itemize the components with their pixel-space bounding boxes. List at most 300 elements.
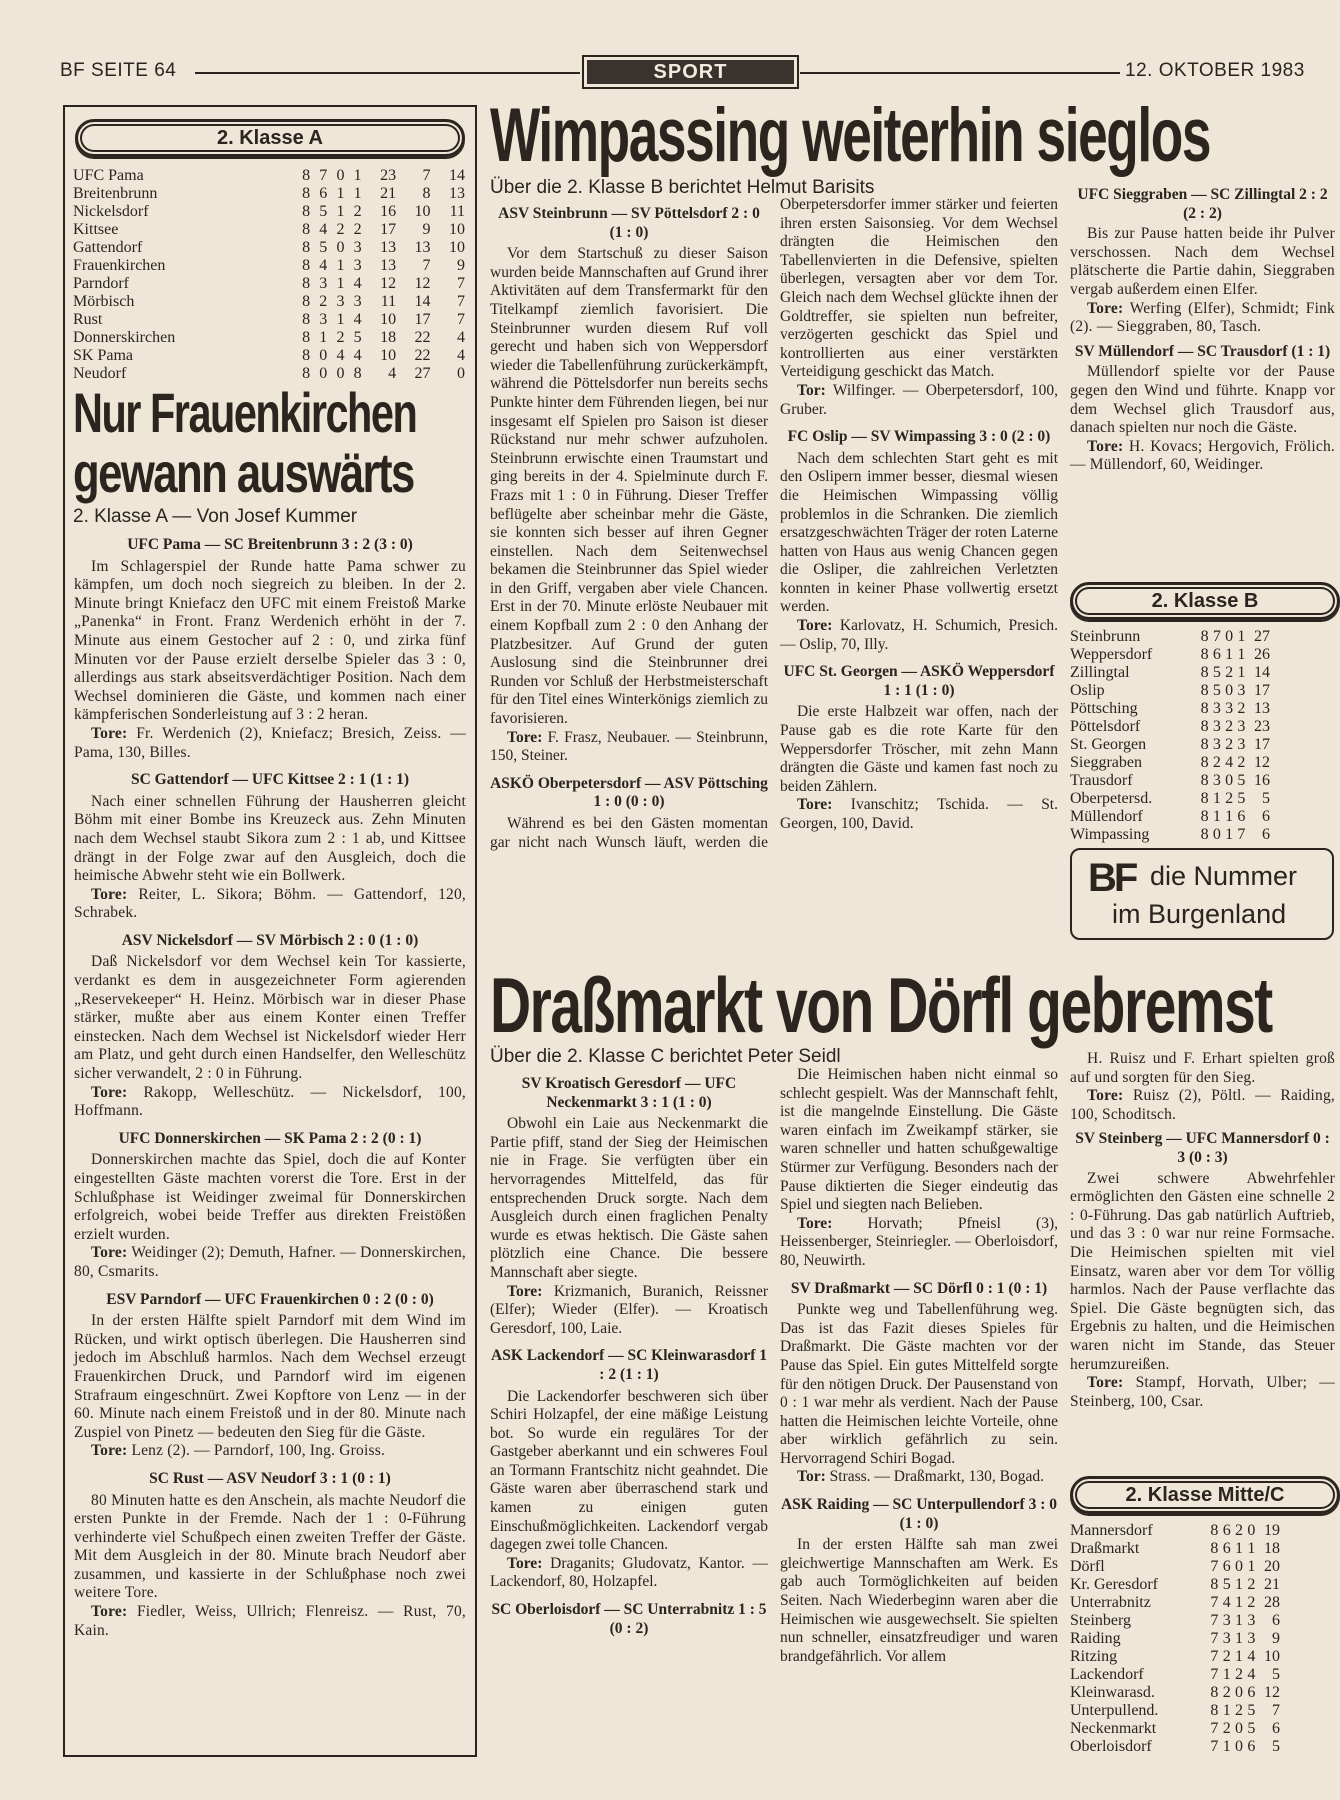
article-body: Während es bei den Gästen momentan gar nicht nach Wunsch läuft, werden die Oberpetersdorfer immer stärker und feierten ihren ersten Saisonsieg. Vor dem Wechsel drängten die Heimischen den Tabellenvierten in die Defensive, spielten überlegen, versagten aber vor dem Tor. Gleich nach dem Wechsel glückte ihnen der Goldtreffer, sie spielten nun befreiter, verzögerten geschickt das Spiel und kontrollierten aus einer verstärkten Verteidigung geschickt das Match. [490, 196, 1058, 851]
stat-cell: 5 [1247, 1720, 1256, 1737]
stat-cell: 1 [1235, 1630, 1244, 1647]
scorers-text: Werfing (Elfer), Schmidt; Fink (2). — Sieggraben, 80, Tasch. [1070, 299, 1335, 336]
article-body: H. Ruisz und F. Erhart spielten groß auf und sorgten für den Sieg. [1070, 1050, 1335, 1086]
stat-cell: 5 [1212, 682, 1221, 699]
match-heading: SV Draßmarkt — SC Dörfl 0 : 1 (0 : 1) [790, 1279, 1048, 1297]
stat-cell: 5 [1212, 664, 1221, 681]
stat-cell: 1 [1237, 628, 1246, 645]
stat-cell: 5 [1272, 1738, 1280, 1755]
main-headline: Wimpassing weiterhin sieglos [490, 93, 1211, 178]
stat-cell: 6 [1262, 826, 1270, 843]
stat-cell: 17 [414, 311, 431, 328]
stat-cell: 7 [319, 167, 328, 184]
scorers-label: Tor: [797, 381, 826, 399]
stat-cell: 28 [1264, 1594, 1280, 1611]
table-row [1070, 1666, 1280, 1684]
stat-cell: 3 [353, 239, 362, 256]
stat-cell: 1 [1235, 1612, 1244, 1629]
match-heading: ESV Parndorf — UFC Frauenkirchen 0 : 2 (0 : 0) [106, 1290, 434, 1308]
table-row [1070, 1702, 1280, 1720]
stat-cell: 3 [1247, 1630, 1256, 1647]
stat-cell: 17 [380, 221, 397, 238]
stat-cell: 1 [336, 275, 345, 292]
article [1070, 186, 1335, 337]
stat-cell: 23 [380, 167, 397, 184]
table-row [1070, 1630, 1280, 1648]
standings-table-b [1070, 628, 1270, 844]
scorers-text: Weidinger (2); Demuth, Hafner. — Donnerskirchen, 80, Csmarits. [74, 1244, 466, 1280]
stat-cell: 0 [1225, 682, 1234, 699]
stat-cell: 7 [422, 257, 431, 274]
stat-cell: 1 [1222, 1666, 1231, 1683]
stat-cell: 1 [1235, 1576, 1244, 1593]
stat-cell: 2 [1225, 718, 1234, 735]
stat-cell: 4 [457, 329, 465, 346]
article-body: Donnerskirchen machte das Spiel, doch die auf Konter eingestellten Gäste machten vorerst die Tore. Erst in der Schlußphase ist Weidinger zweimal für Donnerskirchen erfolgreich, wobei beide Treffer aus direkten Freistößen erzielt wurden. [74, 1151, 466, 1243]
match-heading: SV Steinberg — UFC Mannersdorf 0 : 3 (0 : 3) [1075, 1130, 1330, 1166]
stat-cell: 7 [457, 311, 465, 328]
stat-cell: 4 [353, 275, 362, 292]
table-row [73, 221, 465, 239]
stat-cell: 6 [1237, 808, 1246, 825]
stat-cell: 2 [353, 203, 362, 220]
stat-cell: 1 [1247, 1558, 1256, 1575]
article [74, 1470, 466, 1640]
table-row [1070, 1612, 1280, 1630]
stat-cell: 3 [336, 293, 345, 310]
scorers-line [74, 1084, 466, 1121]
stat-cell: 5 [1262, 790, 1270, 807]
article [780, 663, 1058, 833]
stat-cell: 5 [1222, 1576, 1231, 1593]
scorers-line [490, 1283, 768, 1339]
stat-cell: 1 [1237, 664, 1246, 681]
stat-cell: 10 [380, 311, 397, 328]
scorers-label: Tore: [797, 617, 833, 635]
stat-cell: 8 [302, 347, 311, 364]
stat-cell: 8 [1200, 790, 1209, 807]
scorers-label: Tore: [1087, 1374, 1124, 1392]
team-name: Donnerskirchen [73, 329, 176, 346]
team-name: Kleinwarasd. [1070, 1684, 1155, 1701]
table-row [73, 257, 465, 275]
stat-cell: 14 [449, 167, 465, 184]
stat-cell: 8 [1200, 772, 1209, 789]
table-row [73, 293, 465, 311]
stat-cell: 16 [380, 203, 397, 220]
stat-cell: 26 [1254, 646, 1270, 663]
team-name: Zillingtal [1070, 664, 1130, 681]
stat-cell: 1 [1225, 646, 1234, 663]
team-name: SK Pama [73, 347, 133, 364]
stat-cell: 16 [1254, 772, 1270, 789]
stat-cell: 4 [1247, 1648, 1256, 1665]
stat-cell: 10 [380, 347, 397, 364]
scorers-text: Ivanschitz; Tschida. — St. Georgen, 100, David. [780, 796, 1058, 832]
team-name: St. Georgen [1070, 736, 1147, 753]
stat-cell: 3 [1222, 1630, 1231, 1647]
table-title: 2. Klasse Mitte/C [1070, 1476, 1340, 1514]
stat-cell: 1 [336, 257, 345, 274]
stat-cell: 8 [1210, 1684, 1219, 1701]
team-name: Pöttelsdorf [1070, 718, 1141, 735]
stat-cell: 2 [1237, 754, 1246, 771]
match-heading: ASK Raiding — SC Unterpullendorf 3 : 0 (1 : 0) [780, 1496, 1058, 1532]
stat-cell: 3 [1225, 700, 1234, 717]
stat-cell: 1 [319, 329, 328, 346]
stat-cell: 4 [319, 221, 328, 238]
headline-line-1: Nur Frauenkirchen [73, 381, 417, 444]
table-row [1070, 1684, 1280, 1702]
stat-cell: 1 [1237, 646, 1246, 663]
team-name: Frauenkirchen [73, 257, 166, 274]
table-row [1070, 808, 1270, 826]
match-heading: SV Müllendorf — SC Trausdorf (1 : 1) [1074, 342, 1331, 360]
article-body: Vor dem Startschuß zu dieser Saison wurden beide Mannschaften auf Grund ihrer Aktivitäten auf dem Transfermarkt für den Titelkampf ziemlich favorisiert. Die Steinbrunner wurden diesem Ruf voll gerecht und haben sich von Weppersdorf wieder die Tabellenführung zurückerkämpft, während die Pöttelsdorfer nun bereits sechs Punkte hinter dem Führenden liegen, bei nur insgesamt elf Spielen pro Saison ist dieser Rückstand nur mehr schwer aufzuholen. Steinbrunn erwischte einen Traumstart und ging bereits in der 4. Spielminute durch F. Frazs mit 1 : 0 in Führung. Dieser Treffer beflügelte aber scheinbar mehr die Gäste, sie konnten sich besser auf ihren Gegner einstellen. Nach dem Seitenwechsel bekamen die Steinbrunner das Spiel wieder in den Griff, vergaben aber viele Chancen. Erst in der 70. Minute erlöste Neubauer mit einem Kopfball zum 2 : 0 den Anhang der Platzbesitzer. Auf Grund der guten Auslosung sind die Steinbrunner drei Runden vor Schluß der Herbstmeisterschaft für den Titel eines Winterkönigs ziemlich zu favorisieren. [490, 245, 768, 728]
team-name: Kr. Geresdorf [1070, 1576, 1158, 1593]
stat-cell: 3 [319, 311, 328, 328]
stat-cell: 8 [302, 275, 311, 292]
stat-cell: 8 [302, 221, 311, 238]
team-name: Oslip [1070, 682, 1105, 699]
stat-cell: 5 [1237, 772, 1246, 789]
stat-cell: 3 [353, 293, 362, 310]
article-body: Im Schlagerspiel der Runde hatte Pama schwer zu kämpfen, um doch noch siegreich zu bleiben. In der 2. Minute bringt Kniefacz den UFC mit einem Freistoß Marke „Panenka“ in Front. Franz Werdenich erhöht in der 7. Minute aus einem Gestocher auf 2 : 0, und zirka fünf Minuten vor der Pause erzielt derselbe Spieler das 3 : 0, allerdings aus stark abseitsverdächtiger Position. Nach dem Wechsel dominieren die Gäste, und kommen nach einer kämpferischen Sonderleistung auf 3 : 2 heran. [74, 557, 466, 724]
stat-cell: 6 [1247, 1738, 1256, 1755]
stat-cell: 23 [1254, 718, 1270, 735]
stat-cell: 4 [336, 347, 345, 364]
stat-cell: 13 [449, 185, 465, 202]
table-row [1070, 628, 1270, 646]
stat-cell: 8 [1200, 682, 1209, 699]
stat-cell: 1 [353, 167, 362, 184]
article-body: In der ersten Hälfte spielt Parndorf mit dem Wind im Rücken, und wirkt optisch überlegen. Die Hausherren sind jedoch im Abschluß harmlos. Nach dem Wechsel erzeugt Frauenkirchen Druck, und Parndorf wird im eigenen Strafraum eingeschnürt. Zwei Kopftore von Lenz — in der 60. Minute nach einem Freistoß und in der 80. Minute nach Zuspiel von Pinetz — bedeuten den Sieg für die Gäste. [74, 1312, 466, 1441]
scorers-line [780, 1215, 1058, 1271]
stat-cell: 13 [380, 257, 397, 274]
stat-cell: 7 [1210, 1666, 1219, 1683]
scorers-line [780, 796, 1058, 833]
stat-cell: 2 [1225, 736, 1234, 753]
stat-cell: 1 [1235, 1540, 1244, 1557]
stat-cell: 21 [380, 185, 397, 202]
stat-cell: 0 [1235, 1558, 1244, 1575]
table-row [1070, 1576, 1280, 1594]
table-row [73, 203, 465, 221]
team-name: Kittsee [73, 221, 119, 238]
match-heading: UFC Donnerskirchen — SK Pama 2 : 2 (0 : 1) [118, 1129, 422, 1147]
scorers-text: Wilfinger. — Oberpetersdorf, 100, Gruber. [780, 381, 1058, 418]
team-name: Unterpullend. [1070, 1702, 1159, 1719]
klasse-b-box [1070, 582, 1340, 844]
stat-cell: 7 [1210, 1720, 1219, 1737]
article-body: Punkte weg und Tabellenführung weg. Das ist das Fazit dieses Spieles für Draßmarkt. Die Gäste machten vor der Pause das Spiel. Ein gutes Mittelfeld sorgte für den nötigen Druck. Der Pausenstand von 0 : 1 war mehr als verdient. Nach der Pause hatten die Heimischen leichte Vorteile, ohne aber wirklich gefährlich zu sein. Hervorragend Schiri Bogad. [780, 1301, 1058, 1467]
match-heading: ASK Lackendorf — SC Kleinwarasdorf 1 : 2 (1 : 1) [491, 1347, 767, 1383]
stat-cell: 4 [388, 365, 397, 382]
scorers-text: Lenz (2). — Parndorf, 100, Ing. Groiss. [131, 1442, 386, 1460]
article-body: Zwei schwere Abwehrfehler ermöglichten den Gästen eine schnelle 2 : 0-Führung. Das gab natürlich Auftrieb, und das 3 : 0 war nur reine Formsache. Die Heimischen spielten mit viel Einsatz, waren aber vor dem Tor völlig harmlos. Nach der Pause verflachte das Spiel. Die Gäste begnügten sich, das Ergebnis zu halten, und die Heimischen waren nicht im Stande, das Steuer herumzureißen. [1070, 1169, 1335, 1373]
stat-cell: 1 [336, 185, 345, 202]
scorers-line [1070, 1374, 1335, 1411]
match-heading: UFC St. Georgen — ASKÖ Weppersdorf 1 : 1 (1 : 0) [783, 663, 1055, 699]
table-row [1070, 1738, 1280, 1756]
table-row [73, 185, 465, 203]
scorers-text: Ruisz (2), Pöltl. — Raiding, 100, Schoditsch. [1070, 1087, 1335, 1123]
stat-cell: 21 [1264, 1576, 1280, 1593]
scorers-label: Tore: [1087, 1087, 1124, 1105]
table-row [1070, 826, 1270, 844]
table-row [1070, 1648, 1280, 1666]
team-name: Steinberg [1070, 1612, 1132, 1629]
stat-cell: 6 [1212, 646, 1221, 663]
team-name: Pöttsching [1070, 700, 1138, 717]
table-row [1070, 754, 1270, 772]
table-title: 2. Klasse A [75, 119, 465, 157]
team-name: Gattendorf [73, 239, 143, 256]
stat-cell: 1 [1222, 1738, 1231, 1755]
stat-cell: 20 [1264, 1558, 1280, 1575]
stat-cell: 2 [1225, 790, 1234, 807]
match-heading: ASV Steinbrunn — SV Pöttelsdorf 2 : 0 (1 : 0) [498, 205, 760, 241]
table-row [1070, 1522, 1280, 1540]
scorers-text: Rakopp, Welleschütz. — Nickelsdorf, 100, Hoffmann. [74, 1083, 467, 1120]
table-row [1070, 682, 1270, 700]
stat-cell: 0 [1247, 1522, 1256, 1539]
stat-cell: 2 [1235, 1666, 1244, 1683]
team-name: Dörfl [1070, 1558, 1105, 1575]
match-heading: SC Gattendorf — UFC Kittsee 2 : 1 (1 : 1) [130, 771, 410, 789]
table-row [73, 239, 465, 257]
stat-cell: 3 [1237, 682, 1246, 699]
stat-cell: 8 [302, 329, 311, 346]
stat-cell: 8 [1200, 646, 1209, 663]
team-name: Mörbisch [73, 293, 135, 310]
stat-cell: 1 [353, 185, 362, 202]
header-rule [195, 72, 580, 74]
scorers-label: Tore: [91, 885, 128, 903]
stat-cell: 7 [1272, 1702, 1280, 1719]
scorers-label: Tore: [1087, 437, 1124, 455]
match-heading: UFC Pama — SC Breitenbrunn 3 : 2 (3 : 0) [127, 536, 413, 553]
stat-cell: 10 [449, 239, 465, 256]
article-columns [490, 196, 1058, 852]
stat-cell: 7 [1210, 1738, 1219, 1755]
stat-cell: 5 [353, 329, 362, 346]
team-name: Oberloisdorf [1070, 1738, 1152, 1755]
stat-cell: 7 [1212, 628, 1221, 645]
stat-cell: 4 [1247, 1666, 1256, 1683]
subheadline: Über die 2. Klasse C berichtet Peter Seidl [490, 1046, 841, 1067]
scorers-text: H. Kovacs; Hergovich, Frölich. — Müllendorf, 60, Weidinger. [1070, 437, 1336, 474]
article [1070, 343, 1335, 475]
stat-cell: 2 [1222, 1720, 1231, 1737]
article [490, 1075, 768, 1338]
scorers-label: Tore: [797, 796, 833, 814]
table-row [1070, 1540, 1280, 1558]
stat-cell: 2 [1225, 664, 1234, 681]
stat-cell: 13 [380, 239, 397, 256]
article-body: In der ersten Hälfte sah man zwei gleichwertige Mannschaften am Werk. Es gab auch Tormöglichkeiten auf beiden Seiten. Nach Wiederbeginn waren aber die Heimischen wie ausgewechselt. Sie spielten nun schneller, einsatzfreudiger und waren brandgefährlich. Vor allem [780, 1536, 1058, 1665]
stat-cell: 4 [1225, 754, 1234, 771]
stat-cell: 4 [353, 347, 362, 364]
stat-cell: 9 [457, 257, 465, 274]
scorers-line [490, 729, 768, 766]
scorers-text: F. Frasz, Neubauer. — Steinbrunn, 150, Steiner. [490, 728, 769, 765]
team-name: Steinbrunn [1070, 628, 1141, 645]
issue-date: 12. OKTOBER 1983 [1125, 60, 1305, 81]
article-body: Nach dem schlechten Start geht es mit den Oslipern immer besser, diesmal wiesen die Heimischen Wimpassing völlig problemlos in die Schranken. Die ziemlich ersatzgeschwächten Träger der roten Laterne hatten von Haus aus wenig Chancen gegen die Osliper, die zahlreichen Verletzten konnten in keiner Phase vollwertig ersetzt werden. [780, 449, 1059, 616]
stat-cell: 8 [1200, 826, 1209, 843]
stat-cell: 2 [1212, 754, 1221, 771]
stat-cell: 12 [1254, 754, 1270, 771]
stat-cell: 1 [1225, 826, 1234, 843]
team-name: Neudorf [73, 365, 127, 382]
stat-cell: 27 [1254, 628, 1270, 645]
team-name: Parndorf [73, 275, 129, 292]
stat-cell: 2 [1247, 1576, 1256, 1593]
team-name: Lackendorf [1070, 1666, 1144, 1683]
article-body: Die Heimischen haben nicht einmal so schlecht gespielt. Was der Mannschaft fehlt, ist die mangelnde Einstellung. Die Gäste waren einfach im Zweikampf stärker, sie waren schneller und hatten schußgewaltige Stürmer zur Verfügung. Besonders nach der Pause diktierten die Sieger eindeutig das Spiel und siegten nach Belieben. [780, 1066, 1058, 1214]
match-heading: SC Rust — ASV Neudorf 3 : 1 (0 : 1) [149, 1469, 391, 1487]
stat-cell: 7 [1210, 1648, 1219, 1665]
stat-cell: 2 [1247, 1594, 1256, 1611]
table-row [73, 167, 465, 185]
stat-cell: 7 [1210, 1594, 1219, 1611]
stat-cell: 4 [319, 257, 328, 274]
table-row [1070, 1720, 1280, 1738]
stat-cell: 8 [1200, 700, 1209, 717]
article-list [74, 527, 466, 1640]
stat-cell: 18 [380, 329, 397, 346]
team-name: Unterrabnitz [1070, 1594, 1151, 1611]
scorers-text: Fr. Werdenich (2), Kniefacz; Bresich, Zeiss. — Pama, 130, Billes. [74, 724, 467, 761]
stat-cell: 27 [414, 365, 431, 382]
stat-cell: 17 [1254, 682, 1270, 699]
article [1070, 1050, 1335, 1124]
article-list-right [1070, 1050, 1335, 1411]
match-heading: SC Oberloisdorf — SC Unterrabnitz 1 : 5 (0 : 2) [491, 1601, 767, 1637]
team-name: Trausdorf [1070, 772, 1133, 789]
stat-cell: 8 [353, 365, 362, 382]
ad-line-1: die Nummer [1150, 861, 1298, 891]
stat-cell: 7 [1210, 1630, 1219, 1647]
team-name: Wimpassing [1070, 826, 1150, 843]
team-name: Rust [73, 311, 103, 328]
team-name: Neckenmarkt [1070, 1720, 1157, 1737]
stat-cell: 4 [1222, 1594, 1231, 1611]
scorers-line [490, 1555, 768, 1592]
stat-cell: 6 [1247, 1684, 1256, 1701]
stat-cell: 3 [1237, 736, 1246, 753]
article-body: 80 Minuten hatte es den Anschein, als machte Neudorf die ersten Punkte in der Fremde. Nach der 1 : 0-Führung verhinderte viel Schußpech einen zweiten Treffer der Gäste. Mit dem Ausgleich in der 80. Minute brach Neudorf aber zusammen, und kassierte in der Schlußphase noch zwei weitere Tore. [74, 1491, 466, 1602]
scorers-label: Tore: [797, 1214, 833, 1232]
stat-cell: 8 [302, 239, 311, 256]
scorers-text: Karlovatz, H. Schumich, Presich. — Oslip, 70, Illy. [780, 617, 1058, 653]
stat-cell: 2 [1222, 1648, 1231, 1665]
scorers-line [1070, 438, 1335, 475]
stat-cell: 1 [1225, 808, 1234, 825]
stat-cell: 8 [302, 311, 311, 328]
scorers-line [74, 725, 466, 762]
scorers-label: Tore: [507, 1554, 543, 1572]
article-body: Daß Nickelsdorf vor dem Wechsel kein Tor kassierte, verdankt es dem in ausgezeichneter Form agierenden „Reservekeeper“ H. Heinz. Mörbisch war in dieser Phase stärker, mußte aber aus einem Konter einen Treffer einstecken. Nach dem Wechsel ist Nickelsdorf wieder Herr am Platz, und geht durch einen Handselfer, den Welleschütz sicher verwandelt, 2 : 0 in Führung. [74, 953, 466, 1083]
stat-cell: 0 [1235, 1720, 1244, 1737]
stat-cell: 6 [1262, 808, 1270, 825]
stat-cell: 0 [1212, 826, 1221, 843]
stat-cell: 5 [1272, 1666, 1280, 1683]
stat-cell: 6 [1222, 1540, 1231, 1557]
headline-line-2: gewann auswärts [73, 441, 414, 504]
stat-cell: 2 [1235, 1702, 1244, 1719]
stat-cell: 18 [1264, 1540, 1280, 1557]
klasse-a-box [63, 105, 477, 1757]
stat-cell: 10 [1264, 1648, 1280, 1665]
stat-cell: 13 [1254, 700, 1270, 717]
stat-cell: 4 [353, 311, 362, 328]
stat-cell: 5 [319, 203, 328, 220]
scorers-text: Reiter, L. Sikora; Böhm. — Gattendorf, 120, Schrabek. [74, 885, 466, 922]
subheadline: Über die 2. Klasse B berichtet Helmut Barisits [490, 177, 875, 198]
stat-cell: 6 [1222, 1522, 1231, 1539]
stat-cell: 8 [302, 185, 311, 202]
klasse-c-box [1070, 1476, 1340, 1756]
scorers-line [1070, 1087, 1335, 1124]
article [74, 1291, 466, 1461]
stat-cell: 8 [1200, 754, 1209, 771]
team-name: Weppersdorf [1070, 646, 1153, 663]
bf-logo: BF [1088, 856, 1136, 900]
article-body: Müllendorf spielte vor der Pause gegen den Wind und führte. Knapp vor dem Wechsel glich Trausdorf aus, danach spielten nur noch die Gäste. [1070, 363, 1335, 437]
scorers-label: Tore: [91, 1442, 128, 1460]
stat-cell: 2 [1235, 1522, 1244, 1539]
scorers-label: Tore: [91, 1244, 128, 1262]
scorers-line [780, 382, 1058, 419]
stat-cell: 7 [457, 293, 465, 310]
article [1070, 1130, 1335, 1411]
table-title: 2. Klasse B [1070, 582, 1340, 620]
stat-cell: 5 [1247, 1702, 1256, 1719]
stat-cell: 22 [414, 329, 431, 346]
scorers-line [1070, 300, 1335, 337]
table-row [1070, 646, 1270, 664]
article-body: Nach einer schnellen Führung der Hausherren gleicht Böhm mit einer Bombe ins Kreuzeck aus. Zehn Minuten nach dem Wechsel staubt Sikora zum 2 : 1 ab, und Kittsee drängt in der Folge zwar auf den Ausgleich, doch die heimische Abwehr steht wie ein Bollwerk. [74, 792, 466, 885]
table-row [73, 347, 465, 365]
stat-cell: 1 [1235, 1594, 1244, 1611]
stat-cell: 22 [414, 347, 431, 364]
stat-cell: 8 [422, 185, 431, 202]
stat-cell: 0 [1235, 1738, 1244, 1755]
stat-cell: 10 [449, 221, 465, 238]
table-row [1070, 736, 1270, 754]
stat-cell: 2 [1222, 1684, 1231, 1701]
stat-cell: 19 [1264, 1522, 1280, 1539]
stat-cell: 17 [1254, 736, 1270, 753]
stat-cell: 8 [302, 257, 311, 274]
table-row [1070, 772, 1270, 790]
stat-cell: 2 [353, 221, 362, 238]
stat-cell: 0 [319, 365, 328, 382]
scorers-text: Draganits; Gludovatz, Kantor. — Lackendorf, 80, Holzapfel. [490, 1554, 768, 1591]
stat-cell: 3 [1237, 718, 1246, 735]
stat-cell: 12 [414, 275, 431, 292]
main-headline-2: Draßmarkt von Dörfl gebremst [490, 961, 1272, 1049]
scorers-line [74, 1603, 466, 1640]
stat-cell: 0 [1225, 628, 1234, 645]
article [74, 536, 466, 762]
stat-cell: 8 [302, 167, 311, 184]
stat-cell: 3 [1212, 736, 1221, 753]
stat-cell: 0 [457, 365, 465, 382]
stat-cell: 6 [1272, 1720, 1280, 1737]
